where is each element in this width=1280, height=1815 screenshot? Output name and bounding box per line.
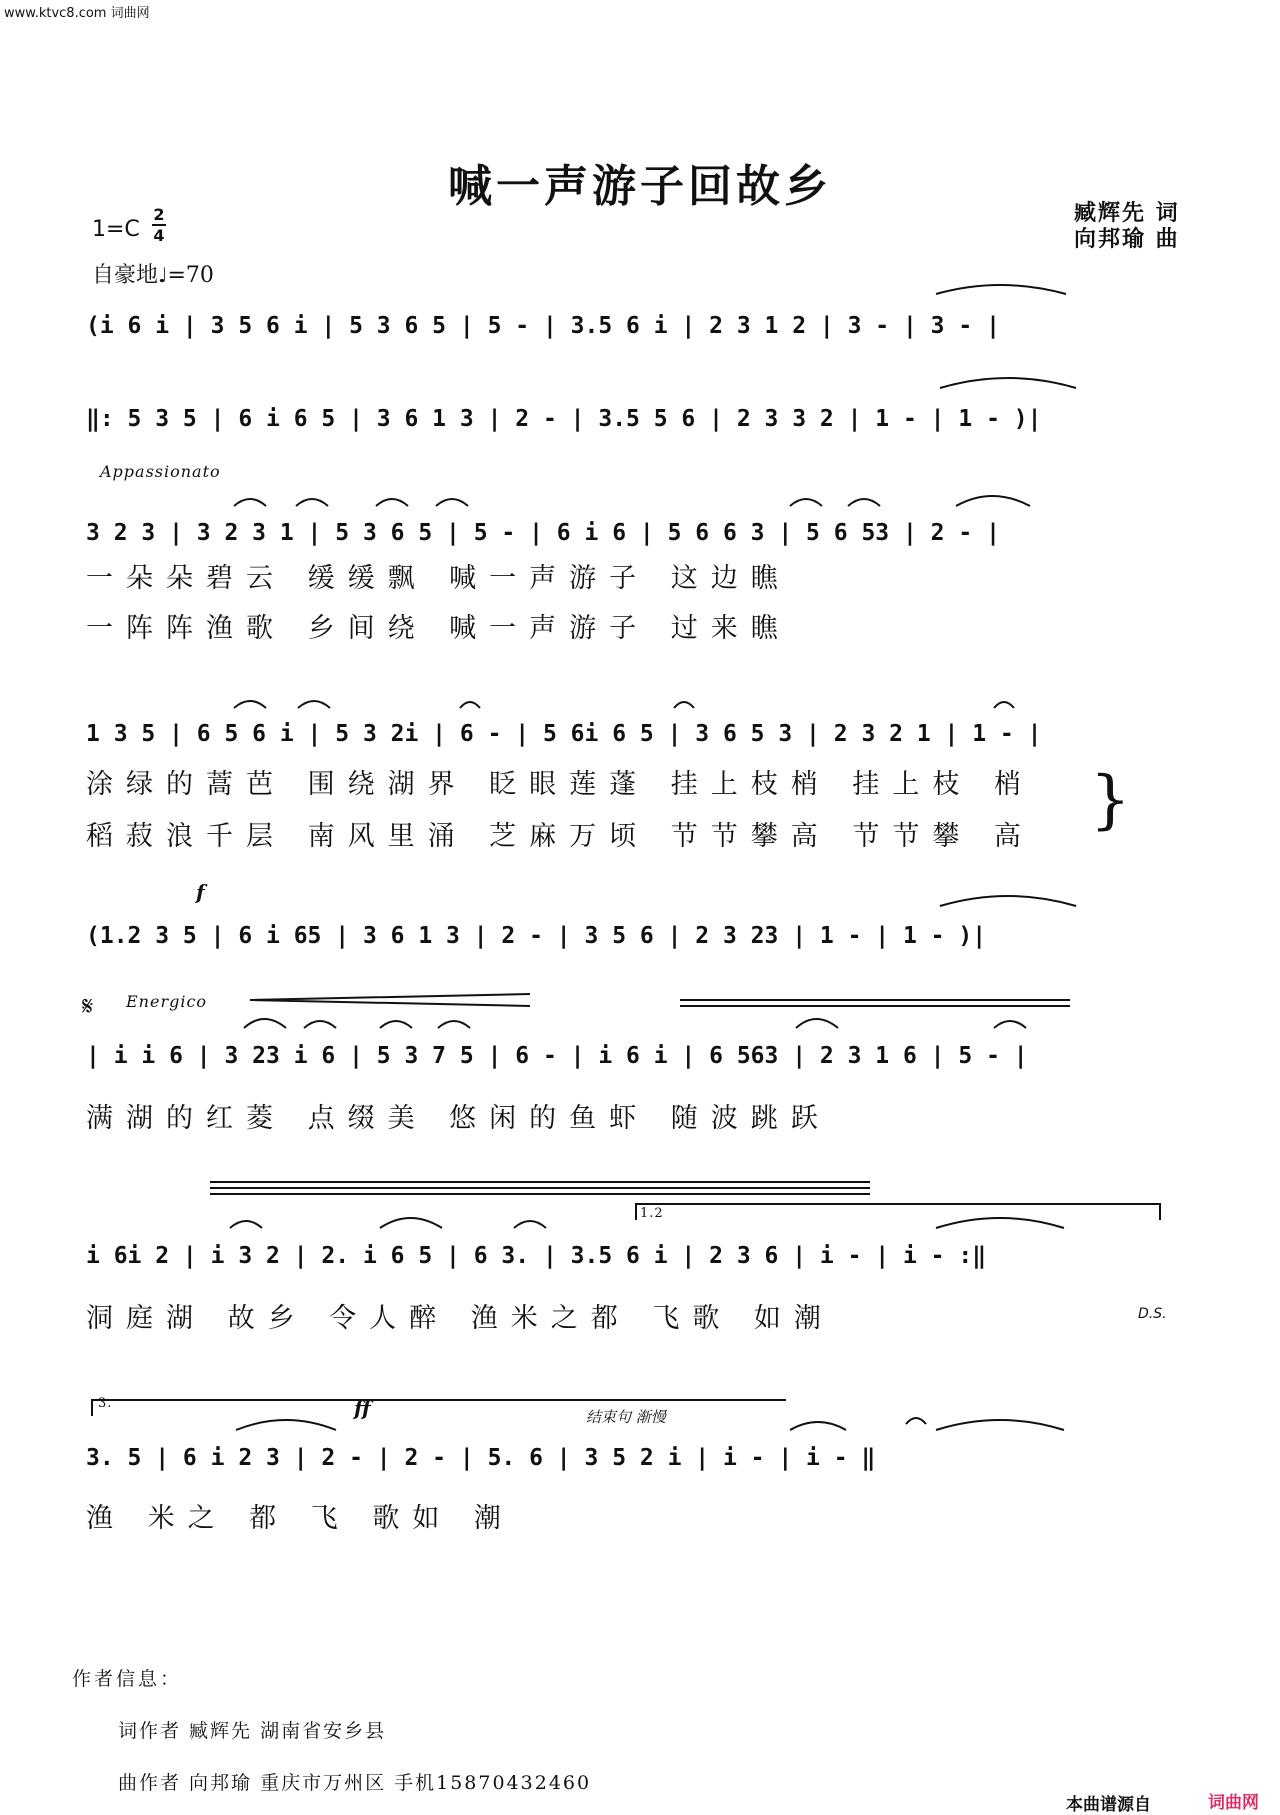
segno-icon: 𝄋 — [82, 992, 94, 1022]
lyricist-credit: 臧辉先 词 — [1074, 200, 1180, 226]
slur-arc — [848, 499, 880, 506]
appassionato-marking: Appassionato — [100, 462, 221, 481]
tie-arc — [936, 1218, 1064, 1228]
slur-arc — [514, 1221, 546, 1228]
sustain-lines — [680, 1000, 1070, 1006]
verse-brace: } — [1090, 763, 1131, 837]
fermata-arc — [906, 1418, 926, 1424]
tie-arc — [940, 378, 1076, 388]
tempo-value: =70 — [167, 263, 214, 288]
slur-arc — [298, 701, 330, 708]
slur-arc — [674, 702, 694, 708]
notation-line: | i i 6 | 3 23 i 6 | 5 3 7 5 | 6 - | i 6 i | 6 563 | 2 3 1 6 | 5 - | — [86, 1043, 1028, 1069]
site-logo[interactable]: 词曲网 — [1208, 1793, 1259, 1813]
song-title: 喊一声游子回故乡 — [448, 161, 832, 212]
slur-arc — [296, 499, 328, 506]
lyric-line-2: 一阵阵渔歌 乡间绕 喊一声游子 过来瞧 — [86, 613, 791, 644]
tie-arc — [940, 896, 1076, 906]
notation-line: (1.2 3 5 | 6 i 65 | 3 6 1 3 | 2 - | 3 5 6 | 2 3 23 | 1 - | 1 - )| — [86, 923, 987, 949]
lyric-line-3: 涂绿的蒿芭 围绕湖界 眨眼莲蓬 挂上枝梢 挂上枝 梢 — [86, 769, 1034, 800]
slur-arc — [380, 1218, 442, 1228]
lyric-line-1: 一朵朵碧云 缓缓飘 喊一声游子 这边瞧 — [86, 563, 791, 594]
lyricist-info: 词作者 臧辉先 湖南省安乡县 — [118, 1720, 387, 1742]
notation-line: i 6i 2 | i 3 2 | 2. i 6 5 | 6 3. | 3.5 6 i | 2 3 6 | i - | i - :‖ — [86, 1243, 987, 1269]
slur-arc — [376, 499, 408, 506]
crescendo-hairpin — [250, 994, 530, 1006]
site-watermark: www.ktvc8.com 词曲网 — [4, 6, 150, 21]
lyric-line-5: 满湖的红菱 点缀美 悠闲的鱼虾 随波跳跃 — [86, 1103, 831, 1134]
notation-line: (i 6 i | 3 5 6 i | 5 3 6 5 | 5 - | 3.5 6 i | 2 3 1 2 | 3 - | 3 - | — [86, 313, 1000, 339]
slur-arc — [236, 1420, 336, 1430]
fortissimo-marking: ff — [354, 1396, 371, 1420]
composer-info: 曲作者 向邦瑜 重庆市万州区 手机15870432460 — [118, 1772, 592, 1794]
slur-arc — [234, 701, 266, 708]
author-info-heading: 作者信息： — [72, 1668, 183, 1690]
lyric-line-4: 稻菽浪千层 南风里涌 芝麻万顷 节节攀高 节节攀 高 — [86, 821, 1034, 852]
dal-segno-marking: D.S. — [1138, 1306, 1167, 1322]
composer-credit: 向邦瑜 曲 — [1074, 226, 1180, 252]
slur-arc — [994, 702, 1014, 708]
slur-arc — [436, 499, 468, 506]
volta-bracket-3 — [92, 1400, 786, 1416]
sustain-lines — [210, 1182, 870, 1194]
slur-arc — [956, 496, 1030, 506]
tempo-word: 自豪地 — [92, 263, 159, 288]
slur-arc — [234, 499, 266, 506]
key-signature: 1=C — [92, 217, 140, 242]
slur-arc — [244, 1019, 286, 1028]
source-label: 本曲谱源自 — [1066, 1795, 1151, 1815]
ritardando-marking: 结束句 渐慢 — [586, 1408, 666, 1426]
volta-3-label: 3. — [98, 1396, 113, 1411]
slur-arc — [994, 1021, 1026, 1028]
forte-marking: f — [196, 880, 205, 904]
notation-line: 3. 5 | 6 i 2 3 | 2 - | 2 - | 5. 6 | 3 5 2 i | i - | i - ‖ — [86, 1445, 876, 1471]
tie-arc — [936, 285, 1066, 294]
slur-arc — [230, 1221, 262, 1228]
notation-line: 3 2 3 | 3 2 3 1 | 5 3 6 5 | 5 - | 6 i 6 | 5 6 6 3 | 5 6 53 | 2 - | — [86, 520, 1000, 546]
meter-bottom: 4 — [153, 226, 165, 245]
energico-marking: Energico — [126, 992, 208, 1011]
quarter-note-icon: ♩ — [158, 263, 168, 287]
slur-arc — [304, 1021, 336, 1028]
slur-arc — [438, 1021, 470, 1028]
slur-arc — [790, 1422, 846, 1430]
slur-arc — [796, 1019, 838, 1028]
meter-top: 2 — [153, 205, 165, 224]
lyric-line-6: 洞庭湖 故乡 令人醉 渔米之都 飞歌 如潮 — [86, 1303, 834, 1334]
slur-arc — [790, 499, 822, 506]
slur-arc — [460, 702, 480, 708]
notation-line: 1 3 5 | 6 5 6 i | 5 3 2i | 6 - | 5 6i 6 5 | 3 6 5 3 | 2 3 2 1 | 1 - | — [86, 721, 1042, 747]
lyric-line-7: 渔 米之 都 飞 歌如 潮 — [86, 1503, 514, 1534]
volta-1-2-label: 1.2 — [640, 1206, 664, 1221]
notation-line: ‖: 5 3 5 | 6 i 6 5 | 3 6 1 3 | 2 - | 3.5 5 6 | 2 3 3 2 | 1 - | 1 - )| — [86, 406, 1042, 432]
tie-arc — [936, 1420, 1064, 1430]
volta-bracket-1-2 — [636, 1204, 1160, 1220]
slur-arc — [380, 1021, 412, 1028]
